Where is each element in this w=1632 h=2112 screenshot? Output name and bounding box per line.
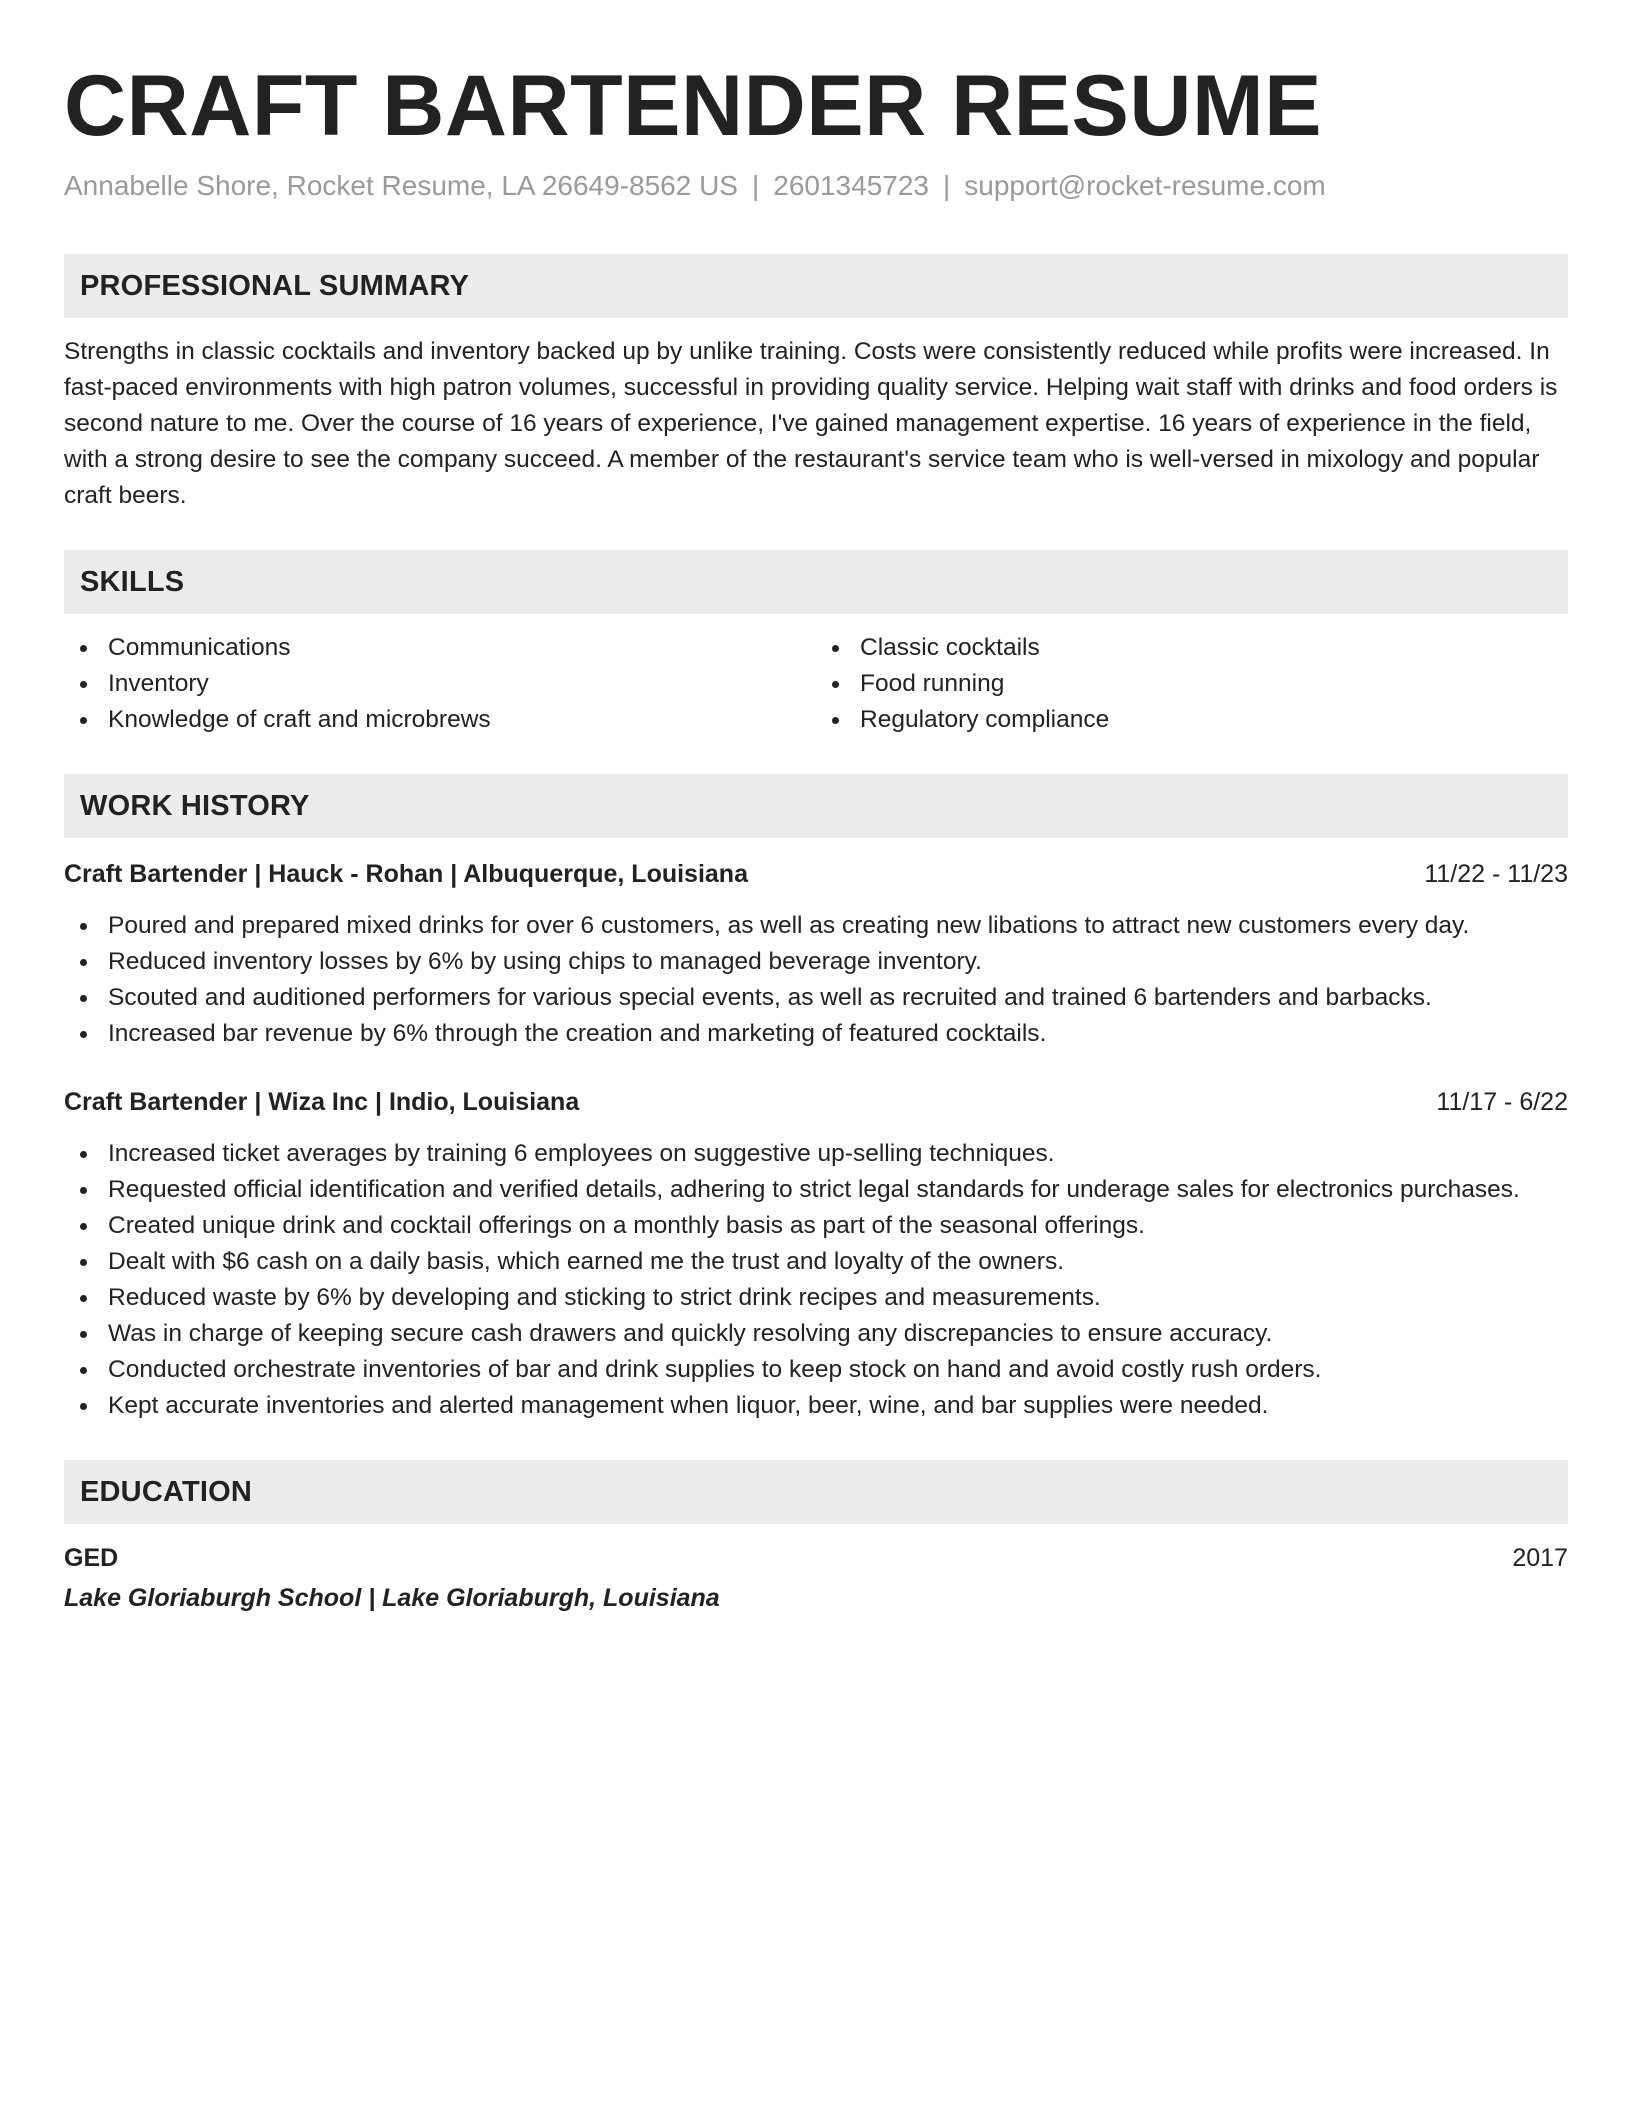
skills-heading: SKILLS: [64, 550, 1568, 614]
job-bullets: [64, 1136, 1568, 1424]
job-bullet: Reduced waste by 6% by developing and sticking to strict drink recipes and measurements.: [64, 1280, 1568, 1316]
job-bullet: Created unique drink and cocktail offerings on a monthly basis as part of the seasonal offerings.: [64, 1208, 1568, 1244]
job-bullet: Increased ticket averages by training 6 employees on suggestive up-selling techniques.: [64, 1136, 1568, 1172]
contact-address: Annabelle Shore, Rocket Resume, LA 26649-8562 US: [64, 170, 738, 201]
contact-email: support@rocket-resume.com: [964, 170, 1326, 201]
job-bullet: Requested official identification and verified details, adhering to strict legal standards for underage sales for electronics purchases.: [64, 1172, 1568, 1208]
skill-item: Inventory: [64, 666, 816, 702]
skill-item: Classic cocktails: [816, 630, 1568, 666]
contact-line: [64, 168, 1568, 204]
summary-heading: PROFESSIONAL SUMMARY: [64, 254, 1568, 318]
summary-text: Strengths in classic cocktails and inventory backed up by unlike training. Costs were consistently reduced while profits were increased. In fast-paced environments with high patron volumes, successful in providing quality service. Helping wait staff with drinks and food orders is second nature to me. Over the course of 16 years of experience, I've gained management expertise. 16 years of experience in the field, with a strong desire to see the company succeed. A member of the restaurant's service team who is well-versed in mixology and popular craft beers.: [64, 338, 1558, 509]
education-header: [64, 1540, 1568, 1576]
skill-item: Food running: [816, 666, 1568, 702]
job-dates: 11/22 - 11/23: [1424, 860, 1568, 888]
skill-item: Communications: [64, 630, 816, 666]
job-bullet: Reduced inventory losses by 6% by using chips to managed beverage inventory.: [64, 944, 1568, 980]
skills-column-right: [816, 630, 1568, 738]
job-header: [64, 1084, 1568, 1120]
skills-column-left: [64, 630, 816, 738]
work-history-heading: WORK HISTORY: [64, 774, 1568, 838]
job-bullet: Dealt with $6 cash on a daily basis, which earned me the trust and loyalty of the owners.: [64, 1244, 1568, 1280]
contact-separator: |: [751, 170, 760, 201]
resume-title: CRAFT BARTENDER RESUME: [64, 58, 1322, 154]
contact-separator: |: [943, 170, 951, 201]
job-header: [64, 856, 1568, 892]
job-bullet: Conducted orchestrate inventories of bar and drink supplies to keep stock on hand and avoid costly rush orders.: [64, 1352, 1568, 1388]
education-school: Lake Gloriaburgh School | Lake Gloriaburgh, Louisiana: [64, 1584, 720, 1612]
job-bullet: Poured and prepared mixed drinks for over 6 customers, as well as creating new libations to attract new customers every day.: [64, 908, 1568, 944]
job-title: Craft Bartender | Hauck - Rohan | Albuquerque, Louisiana: [64, 860, 748, 888]
skill-item: Knowledge of craft and microbrews: [64, 702, 816, 738]
education-year: 2017: [1512, 1544, 1568, 1572]
education-degree: GED: [64, 1544, 119, 1572]
contact-phone: 2601345723: [773, 170, 929, 201]
job-bullet: Kept accurate inventories and alerted management when liquor, beer, wine, and bar supplies were needed.: [64, 1388, 1568, 1424]
education-heading: EDUCATION: [64, 1460, 1568, 1524]
job-bullet: Scouted and auditioned performers for various special events, as well as recruited and trained 6 bartenders and barbacks.: [64, 980, 1568, 1016]
skill-item: Regulatory compliance: [816, 702, 1568, 738]
job-dates: 11/17 - 6/22: [1436, 1088, 1568, 1116]
job-bullet: Increased bar revenue by 6% through the creation and marketing of featured cocktails.: [64, 1016, 1568, 1052]
job-bullets: [64, 908, 1568, 1052]
skills-list: [64, 630, 1568, 738]
job-title: Craft Bartender | Wiza Inc | Indio, Louisiana: [64, 1088, 580, 1116]
job-bullet: Was in charge of keeping secure cash drawers and quickly resolving any discrepancies to ensure accuracy.: [64, 1316, 1568, 1352]
